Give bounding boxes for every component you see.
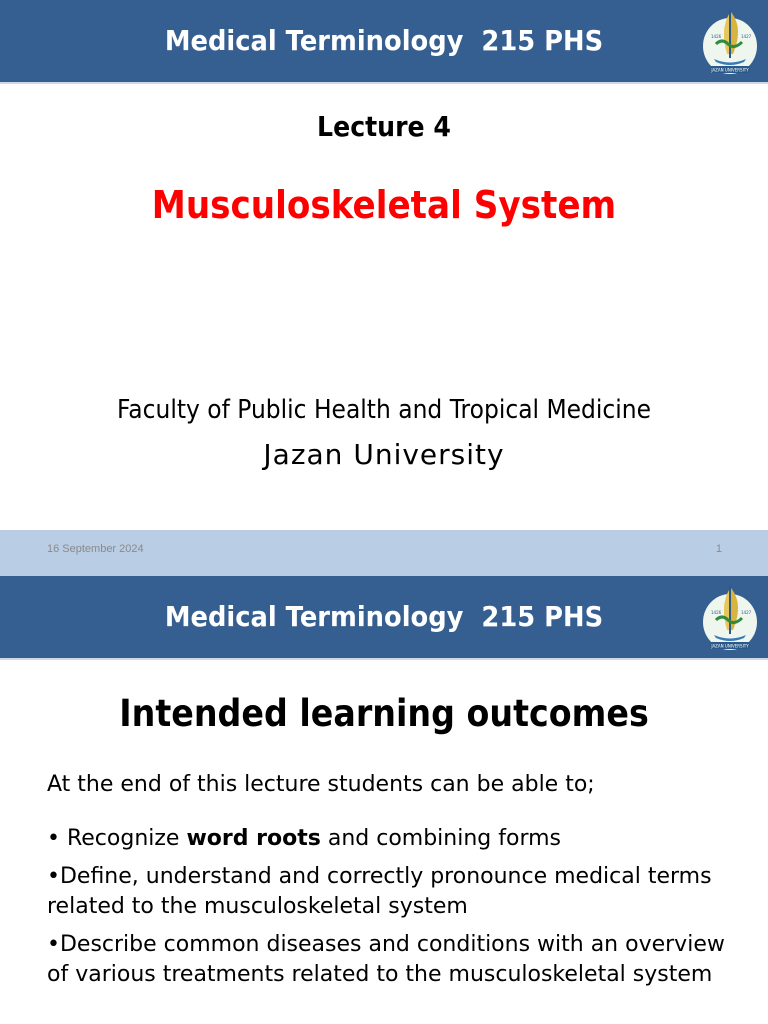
slide-2 <box>0 576 768 1024</box>
intro-text: At the end of this lecture students can be able to; <box>47 772 595 797</box>
outcomes-list <box>47 824 747 998</box>
footer-date: 16 September 2024 <box>47 543 144 555</box>
svg-text:1427: 1427 <box>741 610 752 615</box>
svg-text:1427: 1427 <box>741 34 752 39</box>
lecture-number: Lecture 4 <box>317 110 451 143</box>
header-banner <box>0 576 768 660</box>
lecture-subject: Musculoskeletal System <box>151 183 617 227</box>
faculty-name: Faculty of Public Health and Tropical Medicine <box>116 395 652 425</box>
list-item: •Define, understand and correctly pronounce medical terms related to the musculoskeletal system <box>47 864 712 919</box>
footer-page-number: 1 <box>715 543 722 555</box>
course-title: Medical Terminology 215 PHS <box>164 24 604 57</box>
header-banner <box>0 0 768 84</box>
university-name: Jazan University <box>263 438 505 471</box>
svg-text:1426: 1426 <box>711 34 722 39</box>
svg-text:1426: 1426 <box>711 610 722 615</box>
list-item: • Recognize word roots and combining forms <box>47 826 562 851</box>
list-item: •Describe common diseases and conditions with an overview of various treatments related to the musculoskeletal system <box>47 932 725 987</box>
slide-title: Intended learning outcomes <box>119 692 649 735</box>
svg-text:JAZAN UNIVERSITY: JAZAN UNIVERSITY <box>711 643 749 649</box>
emphasis-word-roots: word roots <box>186 826 321 851</box>
course-title: Medical Terminology 215 PHS <box>164 600 604 633</box>
slide-footer <box>0 530 768 576</box>
university-logo <box>700 580 760 654</box>
university-logo <box>700 4 760 78</box>
svg-text:JAZAN UNIVERSITY: JAZAN UNIVERSITY <box>711 67 749 73</box>
